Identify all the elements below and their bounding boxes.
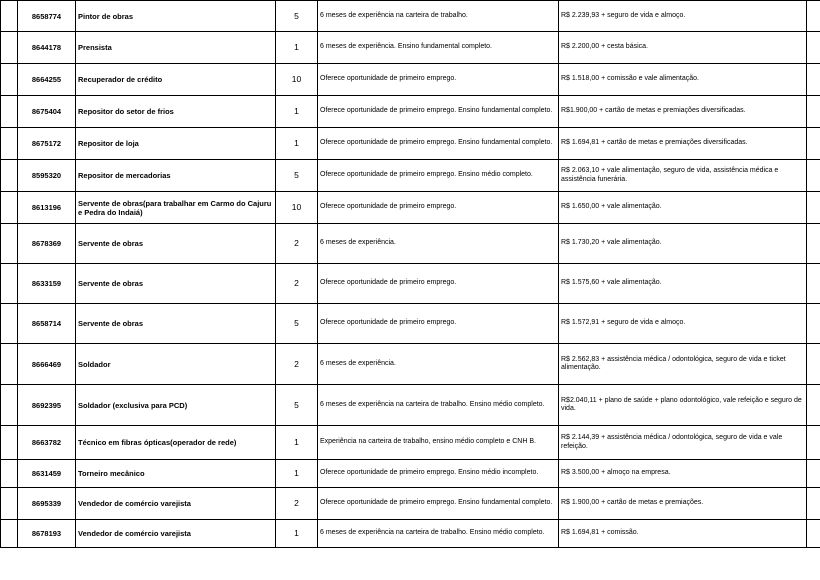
salary-benefits: R$ 1.650,00 + vale alimentação. — [559, 192, 807, 224]
job-requirements: Oferece oportunidade de primeiro emprego. Ensino fundamental completo. — [318, 96, 559, 128]
job-code: 8664255 — [18, 64, 76, 96]
job-title: Soldador (exclusiva para PCD) — [76, 385, 276, 426]
row-margin-cell — [1, 192, 18, 224]
salary-benefits: R$ 1.575,60 + vale alimentação. — [559, 264, 807, 304]
job-title: Torneiro mecânico — [76, 460, 276, 488]
job-title: Repositor do setor de frios — [76, 96, 276, 128]
table-row — [1, 1, 820, 32]
job-code: 8692395 — [18, 385, 76, 426]
row-edge-cell — [807, 460, 820, 488]
table-row — [1, 160, 820, 192]
vacancy-count: 2 — [276, 264, 318, 304]
row-edge-cell — [807, 304, 820, 344]
table-row — [1, 344, 820, 385]
row-margin-cell — [1, 460, 18, 488]
salary-benefits: R$ 2.144,39 + assistência médica / odontológica, seguro de vida e vale refeição. — [559, 426, 807, 460]
row-margin-cell — [1, 224, 18, 264]
job-requirements: Oferece oportunidade de primeiro emprego. — [318, 264, 559, 304]
salary-benefits: R$ 1.900,00 + cartão de metas e premiações. — [559, 488, 807, 520]
vacancy-count: 2 — [276, 344, 318, 385]
job-title: Vendedor de comércio varejista — [76, 520, 276, 548]
salary-benefits: R$2.040,11 + plano de saúde + plano odontológico, vale refeição e seguro de vida. — [559, 385, 807, 426]
job-code: 8631459 — [18, 460, 76, 488]
row-margin-cell — [1, 385, 18, 426]
salary-benefits: R$ 1.730,20 + vale alimentação. — [559, 224, 807, 264]
job-code: 8678193 — [18, 520, 76, 548]
row-margin-cell — [1, 128, 18, 160]
table-row — [1, 192, 820, 224]
job-code: 8595320 — [18, 160, 76, 192]
job-title: Servente de obras(para trabalhar em Carmo do Cajuru e Pedra do Indaiá) — [76, 192, 276, 224]
table-body — [1, 1, 820, 548]
job-requirements: Oferece oportunidade de primeiro emprego. — [318, 192, 559, 224]
job-requirements: Oferece oportunidade de primeiro emprego. Ensino médio incompleto. — [318, 460, 559, 488]
vacancy-count: 5 — [276, 385, 318, 426]
row-margin-cell — [1, 426, 18, 460]
row-edge-cell — [807, 344, 820, 385]
job-title: Soldador — [76, 344, 276, 385]
job-title: Repositor de loja — [76, 128, 276, 160]
job-title: Repositor de mercadorias — [76, 160, 276, 192]
job-requirements: 6 meses de experiência. — [318, 344, 559, 385]
table-row — [1, 64, 820, 96]
salary-benefits: R$1.900,00 + cartão de metas e premiações diversificadas. — [559, 96, 807, 128]
row-edge-cell — [807, 192, 820, 224]
job-code: 8675172 — [18, 128, 76, 160]
row-edge-cell — [807, 1, 820, 32]
vacancy-count: 1 — [276, 128, 318, 160]
row-edge-cell — [807, 128, 820, 160]
vacancy-count: 5 — [276, 160, 318, 192]
row-edge-cell — [807, 64, 820, 96]
job-requirements: Oferece oportunidade de primeiro emprego. — [318, 64, 559, 96]
row-edge-cell — [807, 96, 820, 128]
row-margin-cell — [1, 64, 18, 96]
vacancy-count: 1 — [276, 520, 318, 548]
row-margin-cell — [1, 264, 18, 304]
job-requirements: Experiência na carteira de trabalho, ensino médio completo e CNH B. — [318, 426, 559, 460]
job-requirements: Oferece oportunidade de primeiro emprego. Ensino médio completo. — [318, 160, 559, 192]
job-code: 8613196 — [18, 192, 76, 224]
job-code: 8658774 — [18, 1, 76, 32]
table-row — [1, 128, 820, 160]
table-row — [1, 520, 820, 548]
job-requirements: Oferece oportunidade de primeiro emprego. Ensino fundamental completo. — [318, 488, 559, 520]
salary-benefits: R$ 3.500,00 + almoço na empresa. — [559, 460, 807, 488]
job-title: Pintor de obras — [76, 1, 276, 32]
salary-benefits: R$ 2.562,83 + assistência médica / odontológica, seguro de vida e ticket alimentação. — [559, 344, 807, 385]
job-code: 8678369 — [18, 224, 76, 264]
salary-benefits: R$ 1.518,00 + comissão e vale alimentação. — [559, 64, 807, 96]
job-requirements: 6 meses de experiência na carteira de trabalho. — [318, 1, 559, 32]
job-requirements: Oferece oportunidade de primeiro emprego. — [318, 304, 559, 344]
job-requirements: 6 meses de experiência na carteira de trabalho. Ensino médio completo. — [318, 385, 559, 426]
salary-benefits: R$ 1.694,81 + comissão. — [559, 520, 807, 548]
job-code: 8675404 — [18, 96, 76, 128]
table-row — [1, 32, 820, 64]
table-row — [1, 96, 820, 128]
row-edge-cell — [807, 426, 820, 460]
job-code: 8663782 — [18, 426, 76, 460]
job-title: Recuperador de crédito — [76, 64, 276, 96]
table-row — [1, 385, 820, 426]
table-row — [1, 304, 820, 344]
job-title: Servente de obras — [76, 264, 276, 304]
row-margin-cell — [1, 520, 18, 548]
job-title: Técnico em fibras ópticas(operador de rede) — [76, 426, 276, 460]
vacancy-count: 1 — [276, 460, 318, 488]
salary-benefits: R$ 1.572,91 + seguro de vida e almoço. — [559, 304, 807, 344]
table-row — [1, 264, 820, 304]
row-edge-cell — [807, 520, 820, 548]
salary-benefits: R$ 2.063,10 + vale alimentação, seguro de vida, assistência médica e assistência funerária. — [559, 160, 807, 192]
row-margin-cell — [1, 160, 18, 192]
job-requirements: Oferece oportunidade de primeiro emprego. Ensino fundamental completo. — [318, 128, 559, 160]
salary-benefits: R$ 2.200,00 + cesta básica. — [559, 32, 807, 64]
row-margin-cell — [1, 1, 18, 32]
row-margin-cell — [1, 32, 18, 64]
row-edge-cell — [807, 224, 820, 264]
row-edge-cell — [807, 264, 820, 304]
job-title: Vendedor de comércio varejista — [76, 488, 276, 520]
row-edge-cell — [807, 160, 820, 192]
row-edge-cell — [807, 385, 820, 426]
vacancy-count: 1 — [276, 96, 318, 128]
vacancy-count: 1 — [276, 426, 318, 460]
job-title: Servente de obras — [76, 224, 276, 264]
table-row — [1, 460, 820, 488]
job-title: Prensista — [76, 32, 276, 64]
job-title: Servente de obras — [76, 304, 276, 344]
job-code: 8666469 — [18, 344, 76, 385]
row-edge-cell — [807, 488, 820, 520]
row-margin-cell — [1, 344, 18, 385]
vacancy-count: 1 — [276, 32, 318, 64]
row-margin-cell — [1, 488, 18, 520]
vacancy-count: 2 — [276, 488, 318, 520]
vacancy-count: 5 — [276, 1, 318, 32]
vacancy-count: 10 — [276, 64, 318, 96]
vacancy-count: 10 — [276, 192, 318, 224]
table-row — [1, 224, 820, 264]
job-code: 8658714 — [18, 304, 76, 344]
job-requirements: 6 meses de experiência. Ensino fundamental completo. — [318, 32, 559, 64]
salary-benefits: R$ 1.694,81 + cartão de metas e premiações diversificadas. — [559, 128, 807, 160]
salary-benefits: R$ 2.239,93 + seguro de vida e almoço. — [559, 1, 807, 32]
job-requirements: 6 meses de experiência. — [318, 224, 559, 264]
row-margin-cell — [1, 304, 18, 344]
row-edge-cell — [807, 32, 820, 64]
job-code: 8695339 — [18, 488, 76, 520]
vacancy-count: 2 — [276, 224, 318, 264]
table-row — [1, 426, 820, 460]
job-code: 8644178 — [18, 32, 76, 64]
job-requirements: 6 meses de experiência na carteira de trabalho. Ensino médio completo. — [318, 520, 559, 548]
job-code: 8633159 — [18, 264, 76, 304]
row-margin-cell — [1, 96, 18, 128]
vacancy-count: 5 — [276, 304, 318, 344]
table-row — [1, 488, 820, 520]
